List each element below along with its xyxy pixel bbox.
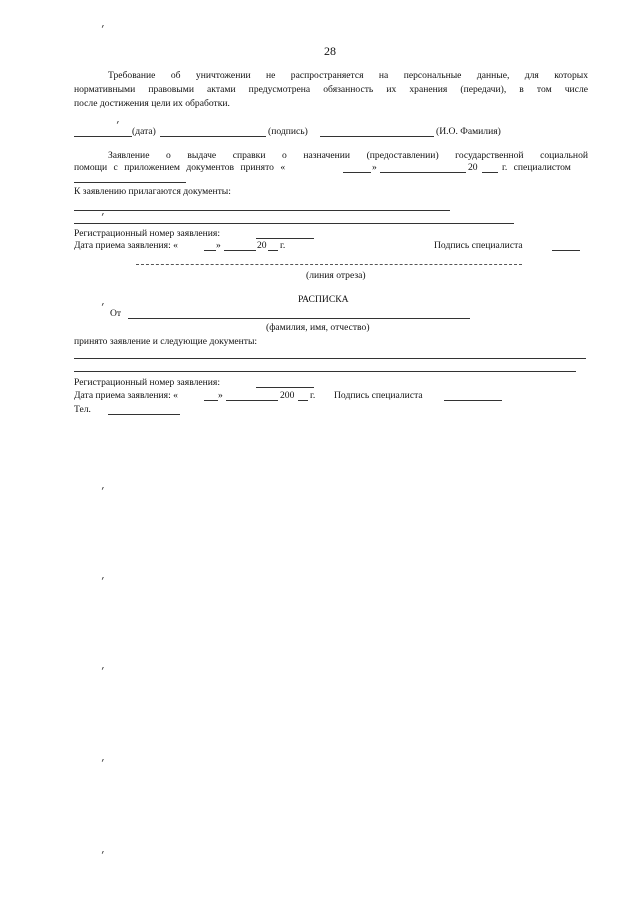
receipt-docs-line-2: [74, 371, 576, 372]
specialist-signature-blank: [552, 250, 580, 251]
statement-line-2c: 20: [468, 162, 478, 173]
margin-mark: ': [98, 484, 105, 498]
signature-blank: [160, 136, 266, 137]
intro-line-1: Требование об уничтожении не распространяется на персональные данные, для которых: [108, 70, 588, 81]
margin-mark: ': [98, 664, 105, 678]
attached-docs-line-2: [74, 223, 514, 224]
attached-docs-label: К заявлению прилагаются документы:: [74, 186, 231, 197]
receipt-date-prefix: Дата приема заявления: «: [74, 390, 178, 401]
receipt-specialist-signature-blank: [444, 400, 502, 401]
date-received-suffix: г.: [280, 240, 286, 251]
statement-line-1: Заявление о выдаче справки о назначении (предоставлении) государственной социальной: [108, 150, 588, 161]
statement-year-blank: [482, 172, 498, 173]
intro-line-2: нормативными правовыми актами предусмотрена обязанность их хранения (передачи), в том числе: [74, 84, 588, 95]
specialist-signature-label: Подпись специалиста: [434, 240, 523, 251]
receipt-date-month-blank: [226, 400, 278, 401]
date-caption: (дата): [132, 126, 156, 137]
cut-line-caption: (линия отреза): [306, 270, 366, 281]
margin-mark: ': [98, 848, 105, 862]
receipt-accepted-label: принято заявление и следующие документы:: [74, 336, 258, 347]
margin-mark: ': [113, 118, 120, 132]
receipt-fio-caption: (фамилия, имя, отчество): [266, 322, 370, 333]
name-blank: [320, 136, 434, 137]
reg-number-blank: [256, 238, 314, 239]
date-received-prefix: Дата приема заявления: «: [74, 240, 178, 251]
statement-month-blank: [380, 172, 466, 173]
receipt-specialist-signature-label: Подпись специалиста: [334, 390, 423, 401]
statement-line-2a: помощи с приложением документов принято «: [74, 162, 286, 173]
page-number: 28: [324, 44, 336, 58]
margin-mark: ': [98, 756, 105, 770]
attached-docs-line-1: [74, 210, 450, 211]
specialist-name-blank: [74, 182, 186, 183]
receipt-reg-number-label: Регистрационный номер заявления:: [74, 377, 220, 388]
receipt-from-label: От: [110, 308, 122, 319]
receipt-date-year-blank: [298, 400, 308, 401]
receipt-date-suffix: г.: [310, 390, 316, 401]
date-received-year: 20: [257, 240, 267, 251]
statement-line-2b: »: [372, 162, 377, 173]
receipt-from-blank: [128, 318, 470, 319]
statement-line-2d: г. специалистом: [502, 162, 571, 173]
statement-day-blank: [343, 172, 371, 173]
receipt-phone-label: Тел.: [74, 404, 91, 415]
receipt-date-year: 200: [280, 390, 295, 401]
date-received-mid: »: [216, 240, 221, 251]
margin-mark: ': [98, 22, 105, 36]
date-received-day-blank: [204, 250, 216, 251]
margin-mark: ': [98, 574, 105, 588]
receipt-phone-blank: [108, 414, 180, 415]
intro-line-3: после достижения цели их обработки.: [74, 98, 230, 109]
receipt-date-day-blank: [204, 400, 218, 401]
name-caption: (И.О. Фамилия): [436, 126, 501, 137]
receipt-docs-line-1: [74, 358, 586, 359]
receipt-date-mid: »: [218, 390, 223, 401]
receipt-title: РАСПИСКА: [298, 294, 349, 305]
margin-mark: ': [98, 300, 105, 314]
date-received-month-blank: [224, 250, 256, 251]
receipt-reg-number-blank: [256, 387, 314, 388]
date-received-year-blank: [268, 250, 278, 251]
signature-caption: (подпись): [268, 126, 308, 137]
reg-number-label: Регистрационный номер заявления:: [74, 228, 220, 239]
date-blank: [74, 136, 132, 137]
cut-line: [136, 264, 522, 265]
margin-mark: ': [98, 210, 105, 224]
